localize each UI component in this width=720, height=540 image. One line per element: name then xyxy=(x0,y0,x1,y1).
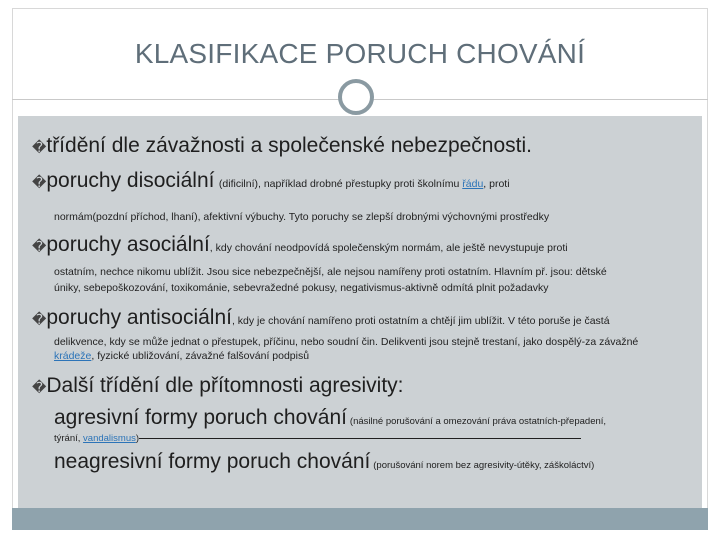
page-title: KLASIFIKACE PORUCH CHOVÁNÍ xyxy=(134,38,586,69)
bullet-text: Další třídění dle přítomnosti agresivity: xyxy=(46,374,404,397)
bullet-item-asocial xyxy=(32,233,568,257)
aggressive-forms-text: týrání, xyxy=(54,433,84,444)
bullet-line-3: úniky, sebepoškozování, toxikománie, sebevražedné pokusy, negativismus-aktivně odmítá plnit požadavky xyxy=(54,282,549,294)
bullet-icon: � xyxy=(32,175,47,191)
bullet-item-antisocial xyxy=(32,306,610,330)
bullet-icon: � xyxy=(32,380,47,396)
circle-ornament-icon xyxy=(338,79,374,115)
bullet-text: třídění dle závažnosti a společenské nebezpečnosti. xyxy=(46,134,532,157)
bullet-line-2: ostatním, nechce nikomu ublížit. Jsou sice nebezpečnější, ale nejsou namířeny proti ostatním. Hlavním př. jsou: dětské xyxy=(54,266,607,278)
link-kradeze[interactable]: krádeže xyxy=(54,350,92,362)
bullet-rest: , například drobné přestupky proti školnímu xyxy=(258,178,463,190)
bullet-rest: , fyzické ubližování, závažné falšování podpisů xyxy=(91,350,310,362)
nonaggressive-forms-line xyxy=(54,450,594,474)
nonaggressive-forms-heading: neagresivní formy poruch chování xyxy=(54,450,371,473)
bullet-line-2: normám(pozdní příchod, lhaní), afektivní výbuchy. Tyto poruchy se zlepší drobnými výchovnými prostředky xyxy=(54,211,550,223)
bullet-line-2: delikvence, kdy se může jednat o přestupek, příčinu, nebo soudní čin. Delikventi jsou stejně trestaní, jako dospělý-za závažné xyxy=(54,336,639,348)
bullet-heading: poruchy asociální xyxy=(46,233,210,256)
bullet-item-severity xyxy=(32,134,532,158)
aggressive-forms-line-2 xyxy=(54,433,581,444)
content-panel xyxy=(18,116,702,508)
bullet-icon: � xyxy=(32,140,47,156)
bullet-icon: � xyxy=(32,312,47,328)
bullet-icon: � xyxy=(32,239,47,255)
aggressive-forms-heading: agresivní formy poruch chování xyxy=(54,406,347,429)
bullet-item-aggression xyxy=(32,374,404,398)
bullet-rest: , kdy je chování namířeno proti ostatním a chtějí jim ublížit. V této poruše je častá xyxy=(231,315,610,327)
link-vandalismus[interactable]: vandalismus xyxy=(83,433,136,444)
footer-bar xyxy=(12,508,708,530)
aggressive-forms-note: (násilné porušování a omezování práva ostatních-přepadení, xyxy=(349,416,607,427)
bullet-paren: (dificilní) xyxy=(218,178,258,190)
bullet-rest: , kdy chování neodpovídá společenským normám, ale ještě nevystupuje proti xyxy=(209,242,568,254)
bullet-heading: poruchy antisociální xyxy=(46,306,232,329)
bullet-item-disocial xyxy=(32,169,510,193)
nonaggressive-forms-note: (porušování norem bez agresivity-útěky, záškoláctví) xyxy=(373,460,595,471)
aggressive-forms-line xyxy=(54,406,606,430)
bullet-heading: poruchy disociální xyxy=(46,169,215,192)
link-radu[interactable]: řádu xyxy=(462,178,484,190)
bullet-line-3 xyxy=(54,350,309,362)
underline-rule xyxy=(139,438,581,439)
bullet-rest-2: , proti xyxy=(483,178,510,190)
aggressive-forms-close: ) xyxy=(135,433,140,444)
